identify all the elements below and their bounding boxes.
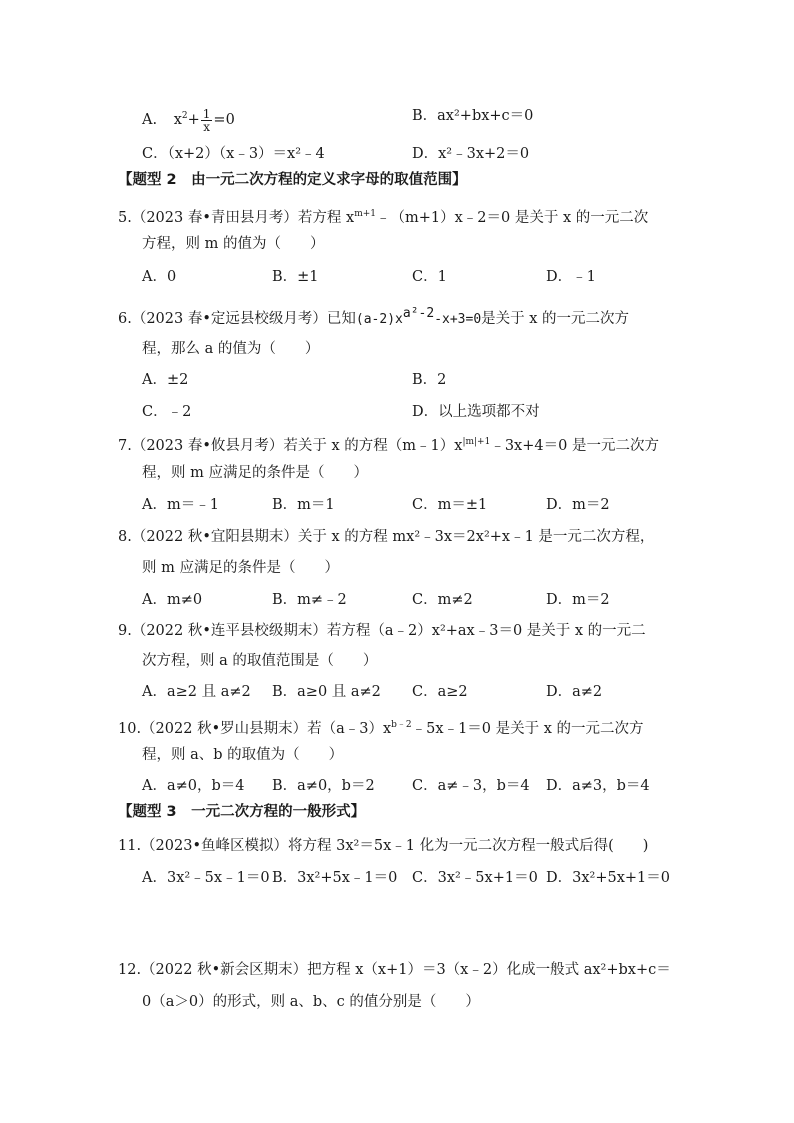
q11-stem-line1: 11.（2023•鱼峰区模拟）将方程 3x²＝5x﹣1 化为一元二次方程一般式后得( )	[118, 838, 649, 854]
q7-option-c: C．m＝±1	[412, 497, 488, 513]
q5-stem-line1	[118, 204, 648, 228]
q9-option-c: C．a≥2	[412, 684, 468, 700]
stem-text: ﹣（m+1）x﹣2＝0 是关于 x 的一元二次	[376, 210, 649, 226]
q12-stem-line1: 12.（2022 秋•新会区期末）把方程 x（x+1）＝3（x﹣2）化成一般式 ax²+bx+c＝	[118, 962, 671, 978]
formula: -x+3=0	[434, 312, 482, 327]
q4-option-a	[142, 106, 235, 133]
stem-text: ﹣3x+4＝0 是一元二次方	[490, 438, 659, 454]
option-label: A.	[142, 112, 158, 128]
fraction-numerator: 1	[202, 106, 211, 121]
stem-text: 是关于 x 的一元二次方	[481, 311, 630, 327]
exponent: m+1	[354, 209, 376, 219]
exponent: a²-2	[402, 306, 435, 321]
q11-option-b: B．3x²+5x﹣1＝0	[272, 870, 398, 886]
q10-option-c: C．a≠﹣3，b＝4	[412, 778, 530, 794]
q10-stem-line2: 程，则 a、b 的取值为（ ）	[142, 747, 344, 763]
stem-text: ﹣5x﹣1＝0 是关于 x 的一元二次方	[411, 721, 644, 737]
formula: (a-2)x	[355, 312, 403, 327]
stem-text: 5.（2023 春•青田县月考）若方程 x	[118, 210, 355, 226]
exponent: |m|+1	[462, 437, 491, 447]
q5-stem-line2: 方程，则 m 的值为（ ）	[142, 236, 325, 252]
exponent: b﹣2	[391, 720, 412, 730]
q7-stem-line2: 程，则 m 应满足的条件是（ ）	[142, 465, 368, 481]
q7-option-d: D．m＝2	[546, 497, 610, 513]
q10-option-b: B．a≠0，b＝2	[272, 778, 375, 794]
q4-option-c: C．（x+2）（x﹣3）＝x²﹣4	[142, 146, 325, 162]
q6-option-d: D．以上选项都不对	[412, 404, 540, 420]
q10-option-a: A．a≠0，b＝4	[142, 778, 245, 794]
q11-option-d: D．3x²+5x+1＝0	[546, 870, 670, 886]
q8-stem-line2: 则 m 应满足的条件是（ ）	[142, 560, 339, 576]
q7-option-a: A．m＝﹣1	[142, 497, 219, 513]
section-heading-3: 【题型 3 一元二次方程的一般形式】	[118, 804, 366, 820]
stem-text: 6.（2023 春•定远县校级月考）已知	[118, 311, 356, 327]
q6-option-b: B．2	[412, 372, 447, 388]
q5-option-d: D．﹣1	[546, 269, 596, 285]
q6-stem-line1	[118, 304, 629, 330]
q8-option-d: D．m＝2	[546, 592, 610, 608]
q7-stem-line1	[118, 432, 659, 456]
q4-option-b: B．ax²+bx+c＝0	[412, 108, 534, 124]
formula-plus: +	[187, 112, 200, 128]
q8-option-c: C．m≠2	[412, 592, 473, 608]
q9-option-a: A．a≥2 且 a≠2	[142, 684, 251, 700]
q5-option-c: C．1	[412, 269, 447, 285]
q9-stem-line2: 次方程，则 a 的取值范围是（ ）	[142, 653, 378, 669]
q4-option-d: D．x²﹣3x+2＝0	[412, 146, 530, 162]
section-heading-2: 【题型 2 由一元二次方程的定义求字母的取值范围】	[118, 172, 467, 188]
q9-stem-line1: 9.（2022 秋•连平县校级期末）若方程（a﹣2）x²+ax﹣3＝0 是关于 x 的一元二	[118, 623, 646, 639]
q9-option-d: D．a≠2	[546, 684, 603, 700]
q5-option-b: B．±1	[272, 269, 319, 285]
q9-option-b: B．a≥0 且 a≠2	[272, 684, 381, 700]
q6-stem-line2: 程，那么 a 的值为（ ）	[142, 341, 320, 357]
formula-rest: =0	[213, 112, 235, 128]
q5-option-a: A．0	[142, 269, 177, 285]
q8-stem-line1: 8.（2022 秋•宜阳县期末）关于 x 的方程 mx²﹣3x＝2x²+x﹣1 是一元二次方程，	[118, 529, 655, 545]
stem-text: 10.（2022 秋•罗山县期末）若（a﹣3）x	[118, 721, 392, 737]
q6-option-a: A．±2	[142, 372, 189, 388]
q12-stem-line2: 0（a＞0）的形式，则 a、b、c 的值分别是（ ）	[142, 994, 480, 1010]
q10-option-d: D．a≠3，b＝4	[546, 778, 650, 794]
q10-stem-line1	[118, 715, 644, 739]
formula-base: x	[173, 112, 182, 128]
q11-option-c: C．3x²﹣5x+1＝0	[412, 870, 538, 886]
stem-text: 7.（2023 春•攸县月考）若关于 x 的方程（m﹣1）x	[118, 438, 463, 454]
q8-option-b: B．m≠﹣2	[272, 592, 347, 608]
q8-option-a: A．m≠0	[142, 592, 203, 608]
fraction-denominator: x	[203, 119, 210, 134]
q6-option-c: C．﹣2	[142, 404, 192, 420]
q7-option-b: B．m＝1	[272, 497, 335, 513]
fraction	[201, 108, 213, 133]
q11-option-a: A．3x²﹣5x﹣1＝0	[142, 870, 270, 886]
formula-exponent: 2	[181, 111, 188, 121]
